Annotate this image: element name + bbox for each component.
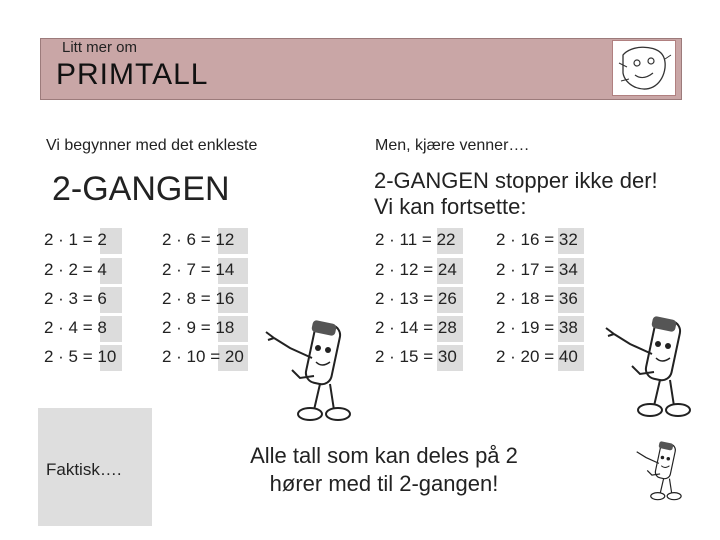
- equation-result: 36: [558, 289, 578, 308]
- equation: [375, 230, 456, 250]
- equation: [375, 260, 457, 280]
- equation-result: 22: [436, 230, 456, 249]
- equation-result: 8: [97, 318, 107, 337]
- equation-result: 38: [558, 318, 578, 337]
- equation-left: 2 · 12 =: [375, 260, 438, 279]
- pointing-character-icon: [602, 314, 692, 420]
- equation-result: 16: [215, 289, 235, 308]
- equation: [162, 260, 234, 280]
- equation-result: 14: [215, 260, 235, 279]
- slide-subtitle: Litt mer om: [62, 39, 138, 56]
- equation: [496, 318, 578, 338]
- right-heading-line1: 2-GANGEN stopper ikke der!: [374, 168, 658, 193]
- closing-statement: [228, 442, 540, 498]
- equation-left: 2 · 15 =: [375, 347, 438, 366]
- equation: [496, 289, 578, 309]
- equation-left: 2 · 19 =: [496, 318, 559, 337]
- equation: [375, 318, 457, 338]
- equation: [496, 347, 578, 367]
- equation-left: 2 · 11 =: [375, 230, 437, 249]
- equation-result: 20: [224, 347, 244, 366]
- top-bar: [0, 0, 720, 28]
- equation-result: 28: [437, 318, 457, 337]
- pointing-character-icon: [626, 440, 686, 502]
- equation-result: 4: [97, 260, 107, 279]
- equation-left: 2 · 13 =: [375, 289, 438, 308]
- equation-left: 2 · 6 =: [162, 230, 216, 249]
- logo-sketch-icon: [612, 40, 676, 96]
- equation-result: 34: [558, 260, 578, 279]
- right-heading-line2: Vi kan fortsette:: [374, 194, 527, 219]
- equation: [375, 347, 457, 367]
- equation-left: 2 · 20 =: [496, 347, 559, 366]
- equation: [44, 230, 107, 250]
- equation: [375, 289, 457, 309]
- equation: [162, 318, 234, 338]
- equation-left: 2 · 17 =: [496, 260, 559, 279]
- equation: [496, 230, 578, 250]
- equation: [162, 289, 234, 309]
- equation-result: 6: [97, 289, 107, 308]
- equation-result: 2: [97, 230, 107, 249]
- equation-left: 2 · 8 =: [162, 289, 216, 308]
- equation-left: 2 · 4 =: [44, 318, 98, 337]
- equation-result: 10: [97, 347, 117, 366]
- equation-left: 2 · 18 =: [496, 289, 559, 308]
- equation-result: 32: [558, 230, 578, 249]
- equation-result: 40: [558, 347, 578, 366]
- faktisk-box: [38, 408, 152, 526]
- pointing-character-icon: [262, 318, 352, 424]
- equation-result: 30: [437, 347, 457, 366]
- closing-line-1: Alle tall som kan deles på 2: [250, 443, 518, 468]
- equation: [44, 260, 107, 280]
- equation-left: 2 · 1 =: [44, 230, 98, 249]
- equation: [162, 347, 244, 367]
- equation-left: 2 · 16 =: [496, 230, 559, 249]
- equation-left: 2 · 7 =: [162, 260, 216, 279]
- equation: [44, 347, 116, 367]
- equation-result: 12: [215, 230, 235, 249]
- faktisk-label: Faktisk….: [46, 460, 122, 479]
- right-intro: Men, kjære venner….: [375, 137, 529, 154]
- equation-left: 2 · 2 =: [44, 260, 98, 279]
- equation-left: 2 · 9 =: [162, 318, 216, 337]
- slide-title: PRIMTALL: [56, 58, 209, 91]
- equation-left: 2 · 10 =: [162, 347, 225, 366]
- equation: [162, 230, 234, 250]
- equation-left: 2 · 3 =: [44, 289, 98, 308]
- equation: [44, 289, 107, 309]
- equation: [44, 318, 107, 338]
- equation-result: 26: [437, 289, 457, 308]
- equation-left: 2 · 5 =: [44, 347, 98, 366]
- closing-line-2: hører med til 2-gangen!: [269, 471, 499, 496]
- equation: [496, 260, 578, 280]
- equation-result: 24: [437, 260, 457, 279]
- equation-left: 2 · 14 =: [375, 318, 438, 337]
- equation-result: 18: [215, 318, 235, 337]
- left-heading: 2-GANGEN: [52, 170, 230, 208]
- left-intro: Vi begynner med det enkleste: [46, 137, 258, 154]
